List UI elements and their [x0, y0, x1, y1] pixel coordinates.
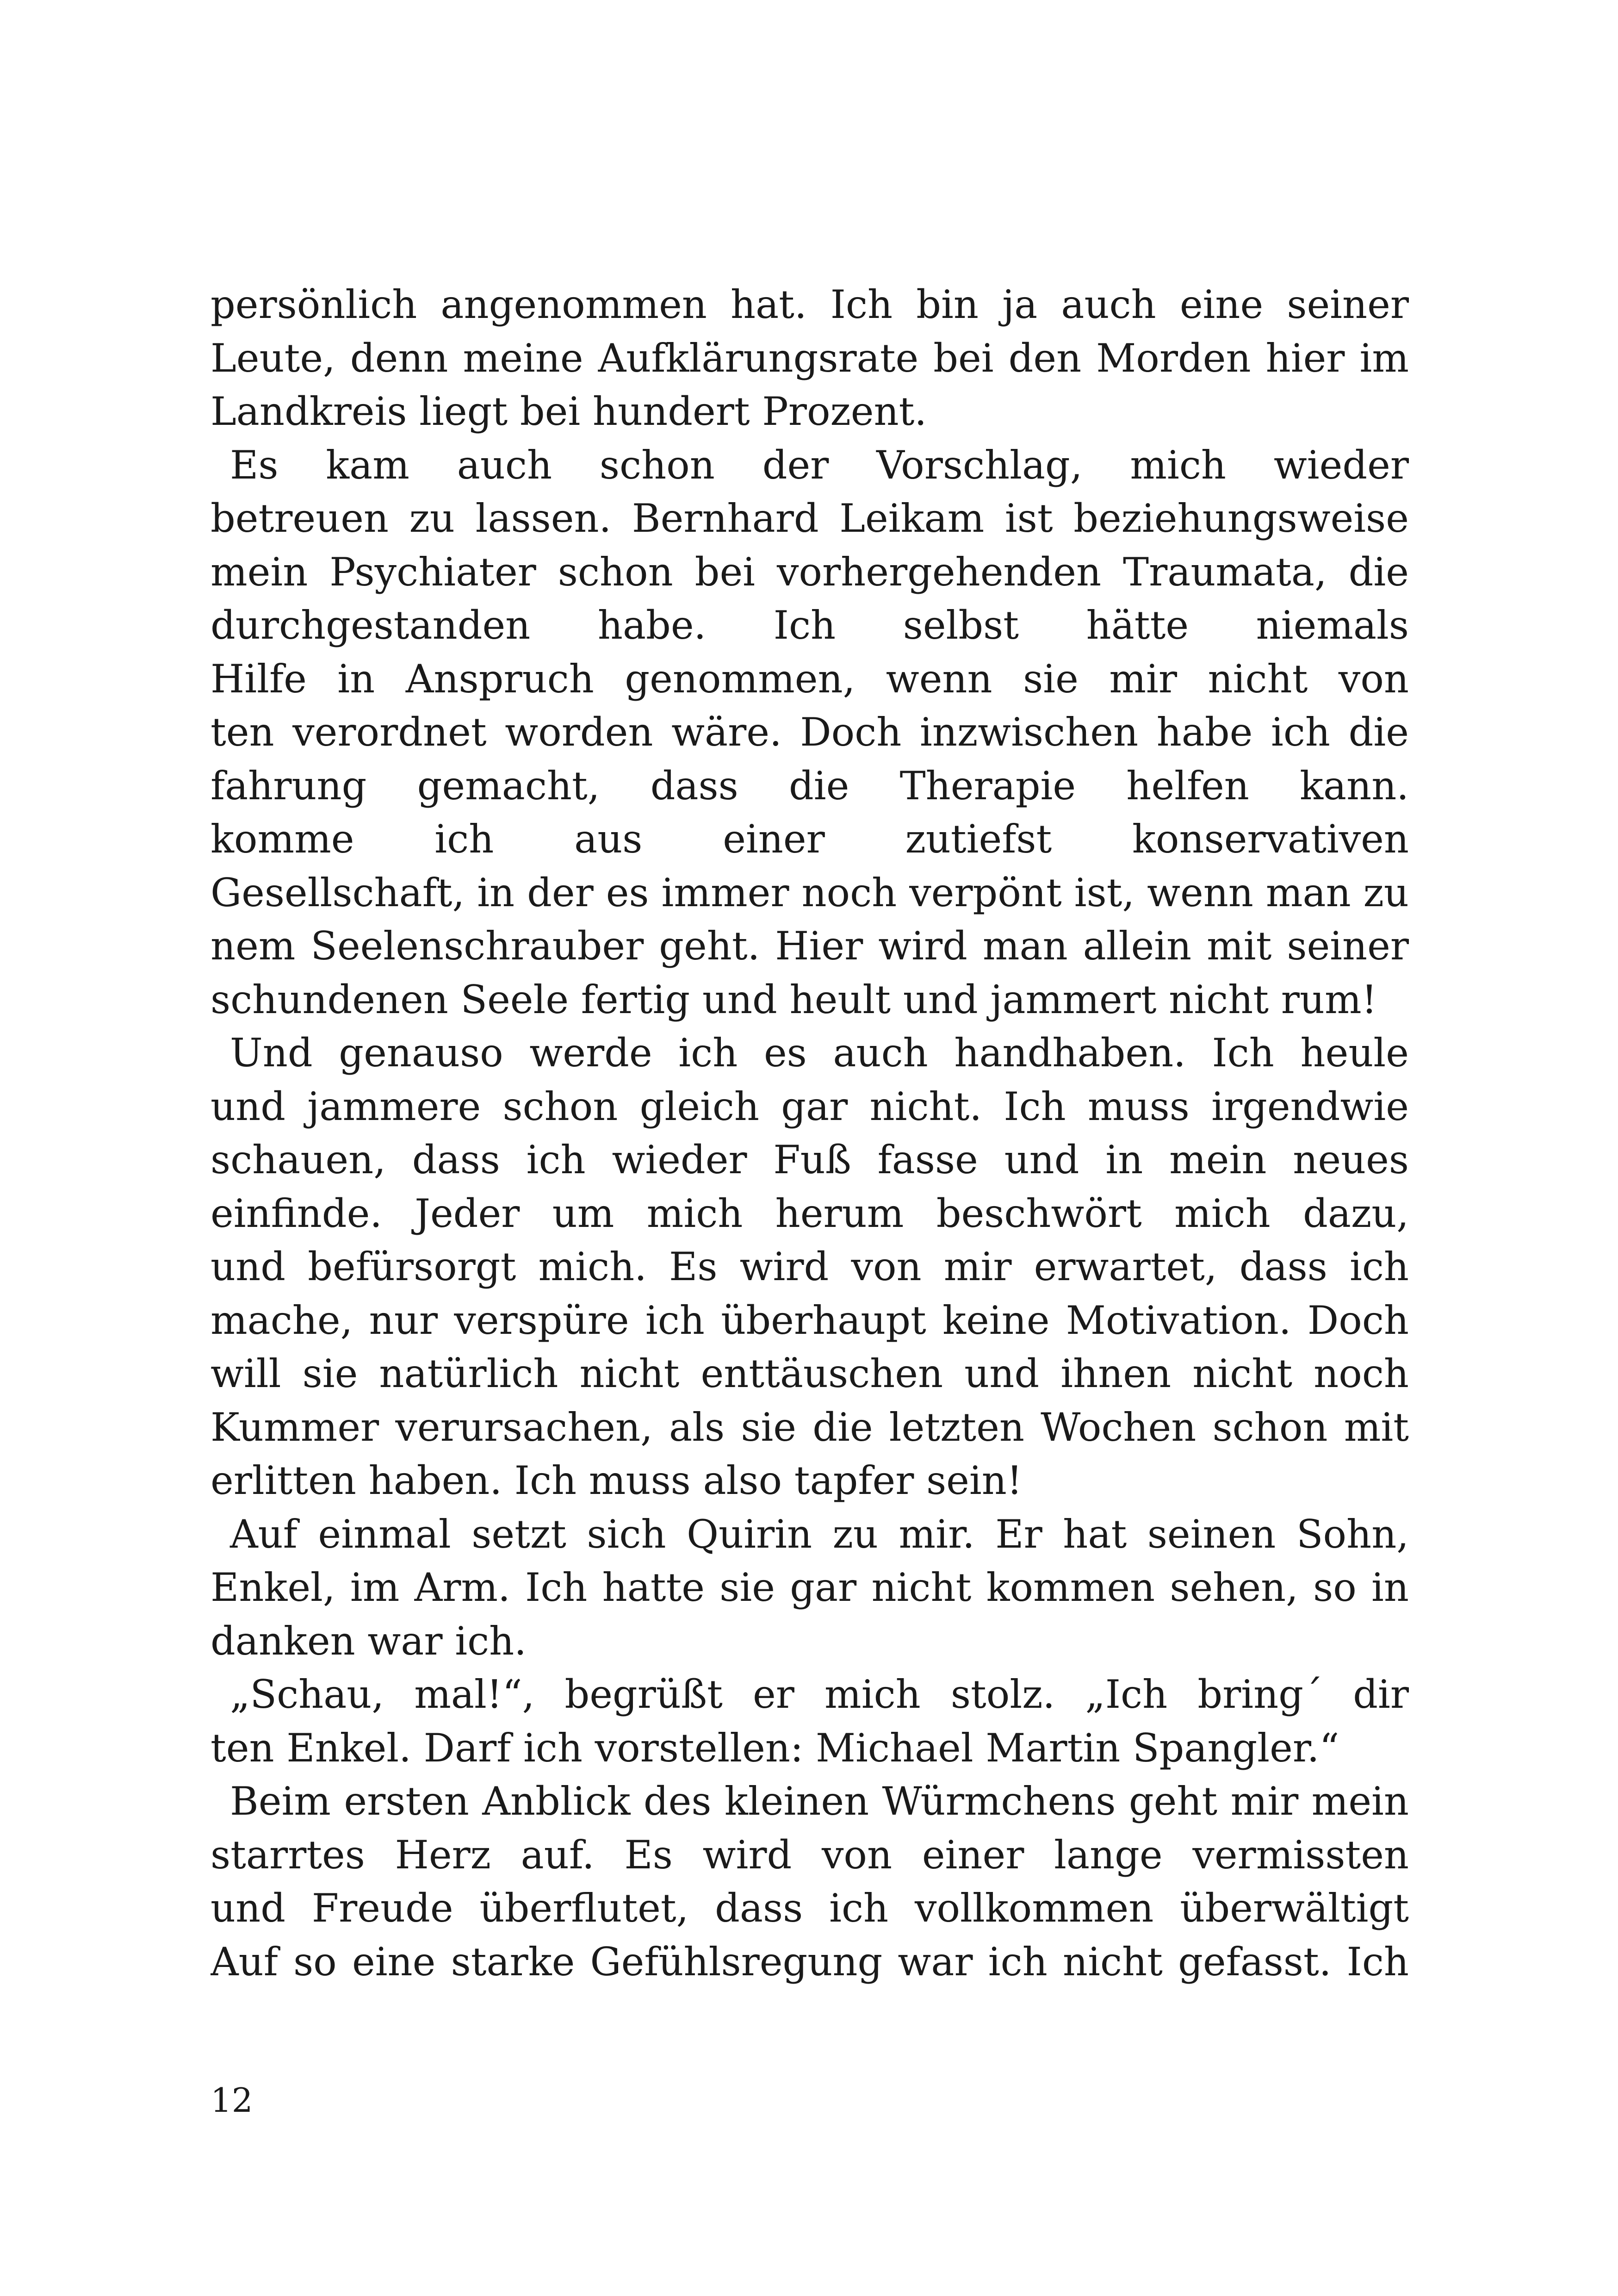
text-line: und Freude überflutet, dass ich vollkommen überwältigt — [211, 1885, 1409, 1931]
text-line: Hilfe in Anspruch genommen, wenn sie mir nicht von — [211, 656, 1409, 702]
text-line: und jammere schon gleich gar nicht. Ich muss irgendwie — [211, 1083, 1409, 1129]
text-line: will sie natürlich nicht enttäuschen und ihnen nicht noch — [211, 1351, 1409, 1396]
text-line: durchgestanden habe. Ich selbst hätte niemals — [211, 603, 1409, 648]
text-line: danken war ich. — [211, 1618, 527, 1664]
body-text — [211, 278, 1409, 1989]
text-line: komme ich aus einer zutiefst konservativen — [211, 816, 1409, 862]
text-line: Auf so eine starke Gefühlsregung war ich nicht gefasst. Ich — [211, 1939, 1409, 1985]
text-line: nem Seelenschrauber geht. Hier wird man allein mit seiner — [211, 923, 1409, 969]
text-line: Enkel, im Arm. Ich hatte sie gar nicht kommen sehen, so in — [211, 1565, 1409, 1610]
text-line: Und genauso werde ich es auch handhaben. Ich heule — [230, 1030, 1409, 1076]
page-number: 12 — [211, 2081, 253, 2120]
text-line: Leute, denn meine Aufklärungsrate bei den Morden hier im — [211, 335, 1409, 381]
text-line: mein Psychiater schon bei vorhergehenden Traumata, die — [211, 549, 1409, 595]
text-line: Landkreis liegt bei hundert Prozent. — [211, 389, 927, 434]
text-line: schauen, dass ich wieder Fuß fasse und in mein neues — [211, 1137, 1409, 1182]
text-line: erlitten haben. Ich muss also tapfer sein! — [211, 1458, 1023, 1503]
text-line: schundenen Seele fertig und heult und jammert nicht rum! — [211, 977, 1377, 1022]
text-line: Es kam auch schon der Vorschlag, mich wieder — [230, 442, 1409, 488]
text-line: Beim ersten Anblick des kleinen Würmchens geht mir mein — [230, 1779, 1409, 1824]
text-line: betreuen zu lassen. Bernhard Leikam ist beziehungsweise — [211, 496, 1409, 541]
text-line: ten Enkel. Darf ich vorstellen: Michael Martin Spangler.“ — [211, 1725, 1339, 1771]
text-line: mache, nur verspüre ich überhaupt keine Motivation. Doch — [211, 1297, 1409, 1343]
text-line: Kummer verursachen, als sie die letzten Wochen schon mit — [211, 1404, 1409, 1450]
text-line: und befürsorgt mich. Es wird von mir erwartet, dass ich — [211, 1244, 1409, 1289]
text-line: fahrung gemacht, dass die Therapie helfen kann. — [211, 763, 1409, 809]
text-line: Gesellschaft, in der es immer noch verpönt ist, wenn man zu — [211, 870, 1409, 915]
text-line: Auf einmal setzt sich Quirin zu mir. Er hat seinen Sohn, — [230, 1511, 1409, 1557]
text-line: ten verordnet worden wäre. Doch inzwischen habe ich die — [211, 709, 1409, 755]
text-line: einfinde. Jeder um mich herum beschwört mich dazu, — [211, 1190, 1409, 1236]
text-line: „Schau, mal!“, begrüßt er mich stolz. „Ich bring´ dir — [230, 1672, 1409, 1717]
text-line: persönlich angenommen hat. Ich bin ja auch eine seiner — [211, 282, 1409, 327]
text-line: starrtes Herz auf. Es wird von einer lange vermissten — [211, 1832, 1409, 1878]
